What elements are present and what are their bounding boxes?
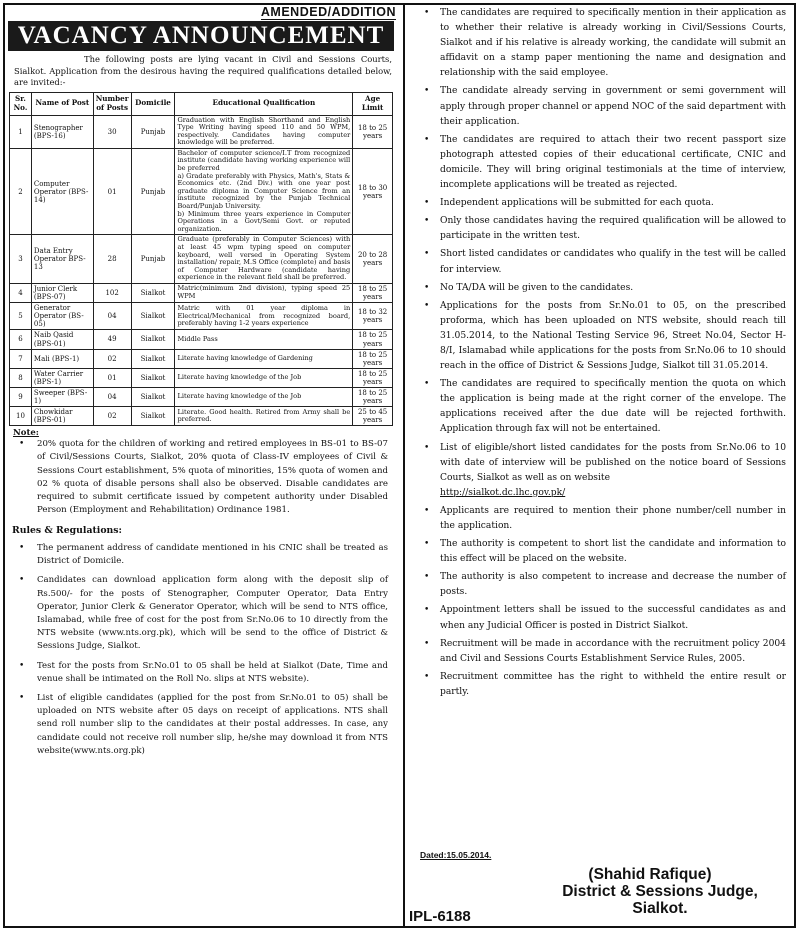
- bullet: •: [19, 575, 25, 586]
- condition-item: [408, 214, 786, 244]
- bullet: •: [424, 572, 430, 583]
- cell-qualification: Literate. Good health. Retired from Army shall be preferred.: [175, 407, 353, 426]
- cell-qualification: Graduation with English Shorthand and English Type Writing having speed 110 and 50 WPM, respectively. Candidates having computer knowledge will be preferred.: [175, 115, 353, 148]
- cell-domicile: Punjab: [131, 148, 175, 235]
- bullet: •: [424, 249, 430, 260]
- cell-number: 102: [93, 283, 131, 302]
- header-sr: Sr. No.: [10, 92, 32, 115]
- note-list: [6, 438, 400, 517]
- cell-domicile: Sialkot: [131, 330, 175, 349]
- cell-qualification: Matric with 01 year diploma in Electrical/Mechanical from recognized board, preferably having 1-2 years experience: [175, 303, 353, 330]
- cell-age: 20 to 28 years: [353, 235, 393, 284]
- cell-qualification: Graduate (preferably in Computer Sciences) with at least 45 wpm typing speed on computer keyboard, well versed in Operating System installation/ repair, M.S Office (complete) and basis of Computer Hardware (candidate having experience in the relevant field shall be preferred.: [175, 235, 353, 284]
- cell-post: Data Entry Operator BPS-13: [31, 235, 93, 284]
- condition-text: The candidates are required to attach their two recent passport size photograph attested copies of their educational certificate, CNIC and domicile. They will bring original testimonials at the time of interview, incomplete applications will be treated as rejected.: [440, 134, 786, 191]
- rule-text: Test for the posts from Sr.No.01 to 05 shall be held at Sialkot (Date, Time and venue shall be intimated on the Roll No. slips at NTS website).: [37, 660, 388, 684]
- condition-text: No TA/DA will be given to the candidates.: [440, 282, 634, 293]
- cell-qualification: Literate having knowledge of the Job: [175, 368, 353, 387]
- vacancy-table: [9, 92, 393, 427]
- bullet: •: [424, 198, 430, 209]
- cell-domicile: Sialkot: [131, 388, 175, 407]
- bullet: •: [424, 379, 430, 390]
- table-row: [10, 303, 393, 330]
- condition-text: Independent applications will be submitted for each quota.: [440, 198, 714, 209]
- cell-domicile: Sialkot: [131, 349, 175, 368]
- rules-list: [6, 542, 400, 758]
- signatory-title: District & Sessions Judge,: [562, 883, 758, 900]
- condition-item: [408, 504, 786, 534]
- condition-text: Short listed candidates or candidates who qualify in the test will be called for interview.: [440, 249, 786, 275]
- condition-text: Recruitment committee has the right to withheld the entire result or partly.: [440, 671, 786, 697]
- condition-item: [408, 637, 786, 667]
- cell-number: 04: [93, 388, 131, 407]
- condition-text: The authority is competent to short list the candidate and information to this effect will be placed on the website.: [440, 539, 786, 565]
- condition-text: Applicants are required to mention their phone number/cell number in the application.: [440, 505, 786, 531]
- cell-age: 18 to 25 years: [353, 368, 393, 387]
- cell-sr: 5: [10, 303, 32, 330]
- amended-heading: [6, 5, 400, 19]
- bullet: •: [424, 605, 430, 616]
- note-text: 20% quota for the children of working and retired employees in BS-01 to BS-07 of Civil/Sessions Courts, Sialkot, 20% quota of Class-IV employees of Civil & Sessions Court establishment, 5% quota of minorities, 15% quota of women and 02 % quota of disable persons shall also be observed. Disable candidates are required to submit certificate issued by competent authority under Disabled Person (Employment and Rehabilitation) Ordinance 1981.: [37, 439, 388, 515]
- cell-domicile: Sialkot: [131, 283, 175, 302]
- page-title: VACANCY ANNOUNCEMENT: [8, 21, 394, 51]
- header-qualification: Educational Qualification: [175, 92, 353, 115]
- condition-item: [408, 281, 786, 296]
- cell-domicile: Sialkot: [131, 368, 175, 387]
- condition-item: [408, 670, 786, 700]
- condition-item: [408, 603, 786, 633]
- cell-sr: 7: [10, 349, 32, 368]
- cell-sr: 3: [10, 235, 32, 284]
- cell-domicile: Sialkot: [131, 303, 175, 330]
- bullet: •: [424, 86, 430, 97]
- bullet: •: [424, 442, 430, 453]
- cell-age: 18 to 30 years: [353, 148, 393, 235]
- header-age: Age Limit: [353, 92, 393, 115]
- cell-age: 18 to 25 years: [353, 115, 393, 148]
- cell-sr: 10: [10, 407, 32, 426]
- cell-qualification: Matric(minimum 2nd division), typing speed 25 WPM: [175, 283, 353, 302]
- column-divider: [403, 3, 405, 928]
- intro-text: The following posts are lying vacant in Civil and Sessions Courts, Sialkot. Application from the desirous having the required qualifications detailed below, are invited:-: [14, 54, 392, 87]
- bullet: •: [424, 134, 430, 145]
- bullet: •: [19, 542, 25, 553]
- rule-text: The permanent address of candidate mentioned in his CNIC shall be treated as District of Domicile.: [37, 542, 388, 567]
- bullet: •: [424, 282, 430, 293]
- bullet: •: [424, 216, 430, 227]
- table-row: [10, 330, 393, 349]
- condition-text: List of eligible/short listed candidates for the posts from Sr.No.06 to 10 with date of interview will be published on the notice board of Sessions Courts, Sialkot as well as on website: [440, 442, 786, 483]
- rules-heading: Rules & Regulations:: [12, 524, 122, 536]
- condition-item: [408, 441, 786, 501]
- cell-qualification: Literate having knowledge of the Job: [175, 388, 353, 407]
- cell-number: 01: [93, 148, 131, 235]
- website-link[interactable]: http://sialkot.dc.lhc.gov.pk/: [440, 487, 566, 498]
- bullet: •: [424, 638, 430, 649]
- cell-age: 18 to 25 years: [353, 283, 393, 302]
- table-row: [10, 235, 393, 284]
- cell-number: 02: [93, 407, 131, 426]
- note-label: Note:: [13, 428, 39, 439]
- condition-item: [408, 537, 786, 567]
- note-item: [6, 438, 388, 517]
- cell-post: Generator Operator (BS-05): [31, 303, 93, 330]
- rule-item: [6, 660, 388, 686]
- condition-item: [408, 570, 786, 600]
- condition-text: Appointment letters shall be issued to the successful candidates as and when any Judicial Officer is posted in District Sialkot.: [440, 605, 786, 631]
- condition-text: Recruitment will be made in accordance with the recruitment policy 2004 and Civil and Sessions Courts Establishment Service Rules, 2005.: [440, 638, 786, 664]
- table-row: [10, 368, 393, 387]
- condition-item: [408, 377, 786, 437]
- cell-post: Sweeper (BPS-1): [31, 388, 93, 407]
- cell-sr: 6: [10, 330, 32, 349]
- signatory-place: Sialkot.: [632, 900, 688, 917]
- cell-number: 02: [93, 349, 131, 368]
- conditions-list: [408, 6, 792, 700]
- cell-number: 30: [93, 115, 131, 148]
- table-row: [10, 115, 393, 148]
- table-row: [10, 388, 393, 407]
- left-column: [6, 4, 400, 764]
- cell-age: 18 to 25 years: [353, 388, 393, 407]
- rule-item: [6, 542, 388, 568]
- rule-text: Candidates can download application form along with the deposit slip of Rs.500/- for the posts of Stenographer, Computer Operator, Data Entry Operator, Junior Clerk & Generator Operator, which will be send to NTS office, Islamabad, while free of cost for the post from Sr.No.06 to 10 directly from the NTS website (www.nts.org.pk), which will be send to the office of District & Sessions Judge, Sialkot.: [37, 575, 388, 652]
- cell-number: 28: [93, 235, 131, 284]
- condition-text: The candidates are required to specifically mention the quota on which the application is being made at the right corner of the envelope. The applications received after the due date will be rejected forthwith. Application through fax will not be entertained.: [440, 379, 786, 435]
- condition-text: Only those candidates having the required qualification will be allowed to participate in the written test.: [440, 216, 786, 242]
- rule-item: [6, 692, 388, 758]
- cell-sr: 4: [10, 283, 32, 302]
- cell-sr: 1: [10, 115, 32, 148]
- cell-domicile: Punjab: [131, 115, 175, 148]
- condition-item: [408, 196, 786, 211]
- bullet: •: [19, 439, 25, 450]
- bullet: •: [424, 8, 430, 18]
- cell-post: Junior Clerk (BPS-07): [31, 283, 93, 302]
- ipl-code: IPL-6188: [409, 908, 471, 925]
- table-row: [10, 148, 393, 235]
- cell-age: 18 to 25 years: [353, 330, 393, 349]
- cell-age: 18 to 32 years: [353, 303, 393, 330]
- condition-item: [408, 299, 786, 374]
- cell-domicile: Punjab: [131, 235, 175, 284]
- cell-age: 18 to 25 years: [353, 349, 393, 368]
- header-number: Number of Posts: [93, 92, 131, 115]
- cell-age: 25 to 45 years: [353, 407, 393, 426]
- condition-item: [408, 6, 786, 81]
- condition-text: The authority is also competent to increase and decrease the number of posts.: [440, 572, 786, 598]
- cell-post: Computer Operator (BPS-14): [31, 148, 93, 235]
- bullet: •: [424, 671, 430, 682]
- bullet: •: [424, 539, 430, 550]
- cell-number: 49: [93, 330, 131, 349]
- cell-sr: 8: [10, 368, 32, 387]
- cell-number: 04: [93, 303, 131, 330]
- cell-qualification: Middle Pass: [175, 330, 353, 349]
- rule-item: [6, 574, 388, 653]
- cell-post: Mali (BPS-1): [31, 349, 93, 368]
- condition-text: The candidates are required to specifically mention in their application as to whether their relative is already working in Civil/Sessions Courts, Sialkot and if his relative is already working, the candidate will submit an affidavit on a stamp paper mentioning the name and designation and relationship with the said employee.: [440, 8, 786, 79]
- condition-item: [408, 84, 786, 129]
- bullet: •: [424, 505, 430, 516]
- right-column: [408, 6, 792, 703]
- table-row: [10, 349, 393, 368]
- cell-qualification: Literate having knowledge of Gardening: [175, 349, 353, 368]
- bullet: •: [19, 660, 25, 671]
- signatory-name: (Shahid Rafique): [588, 866, 712, 883]
- table-row: [10, 283, 393, 302]
- condition-item: [408, 133, 786, 193]
- header-domicile: Domicile: [131, 92, 175, 115]
- condition-text: The candidate already serving in government or semi government will apply through proper channel or append NOC of the said department with their application.: [440, 86, 786, 127]
- rule-text: List of eligible candidates (applied for the post from Sr.No.01 to 05) shall be uploaded on NTS website after 05 days on receipt of applications. NTS shall send roll number slip to the candidates at their postal addresses. In case, any candidate could not receive roll number slip, he/she may download it from NTS website(www.nts.org.pk): [37, 692, 388, 756]
- amended-text: AMENDED/ADDITION: [260, 5, 396, 19]
- cell-domicile: Sialkot: [131, 407, 175, 426]
- cell-sr: 9: [10, 388, 32, 407]
- cell-qualification: Bachelor of computer science/I.T from recognized institute (candidate having working experience will be preferred a) Gradate preferably with Physics, Math's, Stats & Economics etc. (2nd Div.) with one year post graduate diploma in Computer Science from an institute recognized by the Punjab Technical Board/Punjab University. b) Minimum three years experience in Computer Operations in a Govt/Semi Govt. or reputed organization.: [175, 148, 353, 235]
- condition-item: [408, 247, 786, 277]
- cell-post: Naib Qasid (BPS-01): [31, 330, 93, 349]
- dated-line: Dated:15.05.2014.: [420, 850, 492, 860]
- table-header-row: [10, 92, 393, 115]
- cell-sr: 2: [10, 148, 32, 235]
- cell-post: Chowkidar (BPS-01): [31, 407, 93, 426]
- condition-text: Applications for the posts from Sr.No.01 to 05, on the prescribed proforma, which has been uploaded on NTS website, should reach till 31.05.2014, to the National Testing Service 96, Street No.04, Sector H-8/I, Islamabad while applications for the posts from Sr.No.06 to 10 should reach in the office of District & Sessions Judge, Sialkot till 31.05.2014.: [440, 300, 786, 372]
- bullet: •: [424, 300, 430, 311]
- cell-number: 01: [93, 368, 131, 387]
- header-post: Name of Post: [31, 92, 93, 115]
- signature-block: [520, 866, 800, 917]
- cell-post: Water Carrier (BPS-1): [31, 368, 93, 387]
- cell-post: Stenographer (BPS-16): [31, 115, 93, 148]
- table-row: [10, 407, 393, 426]
- bullet: •: [19, 692, 25, 703]
